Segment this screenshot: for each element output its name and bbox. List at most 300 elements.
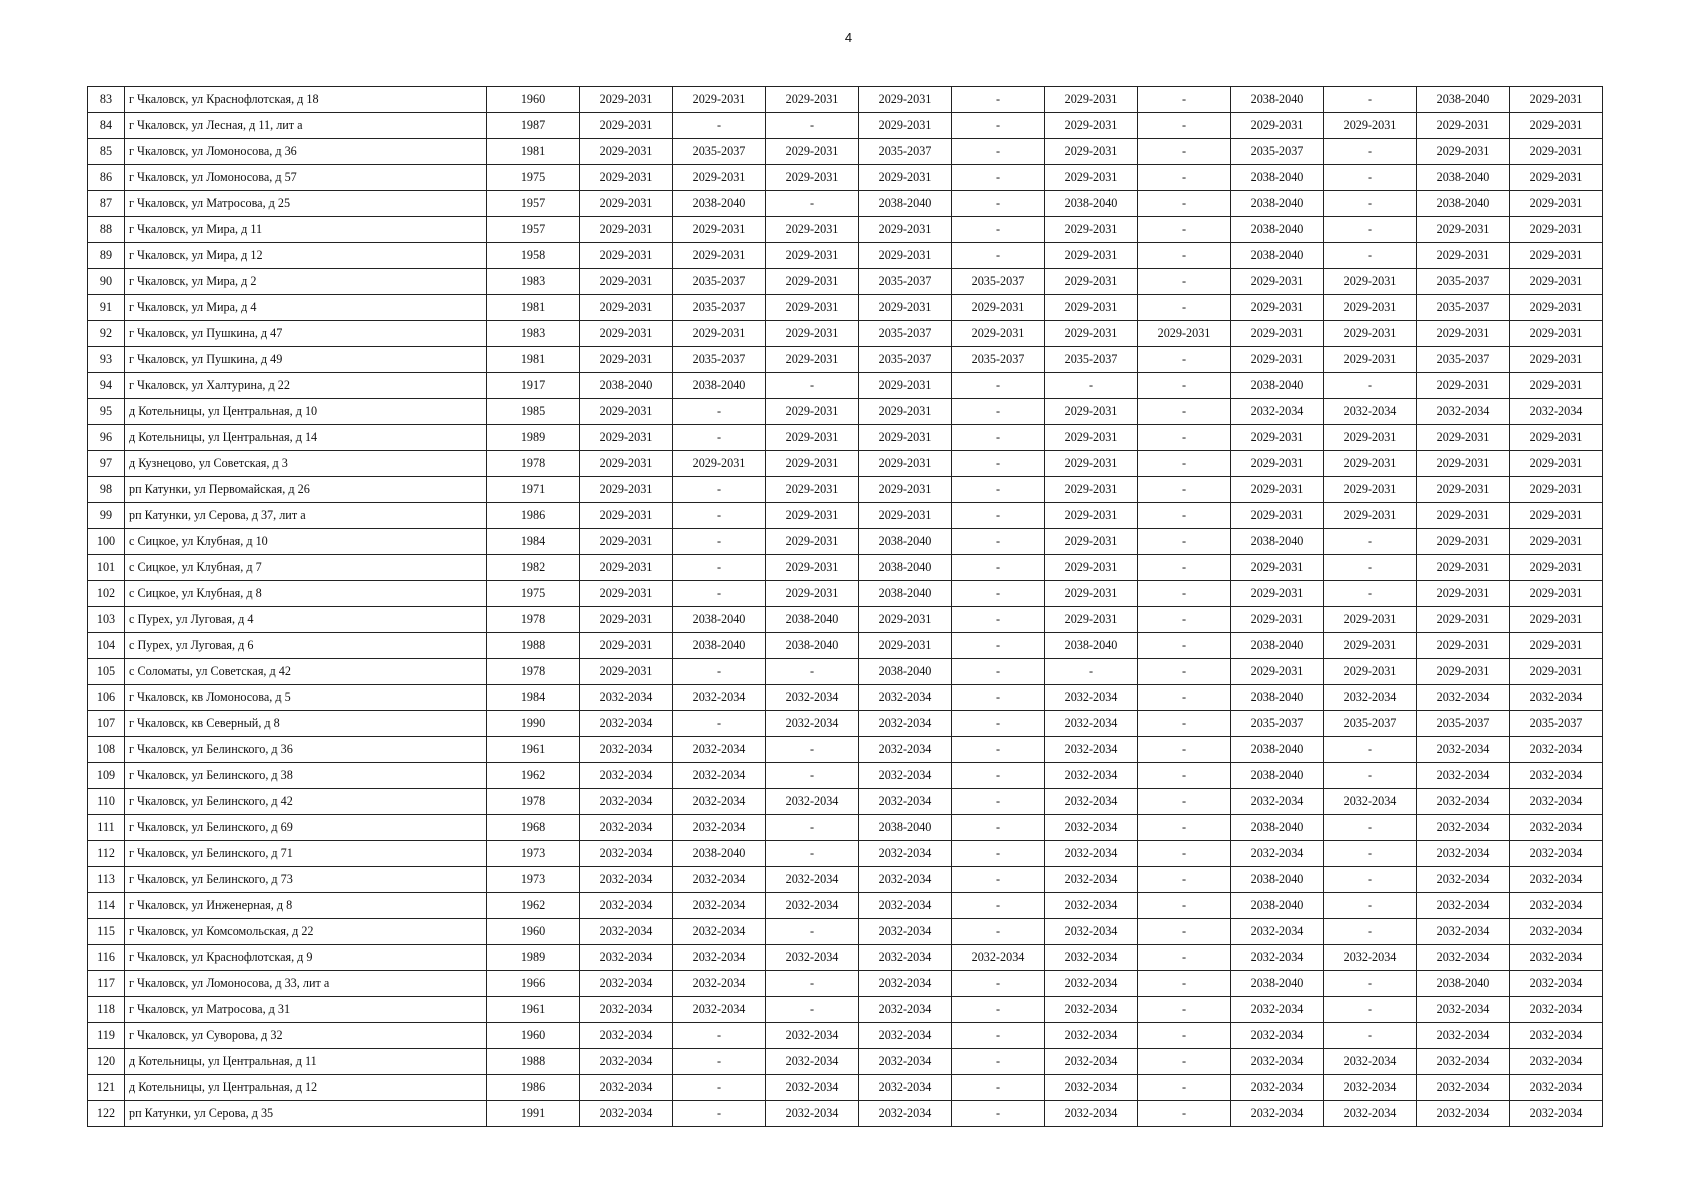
period-6-cell: 2035-2037 — [1045, 347, 1138, 373]
period-8-cell: 2038-2040 — [1231, 217, 1324, 243]
year-built-cell: 1985 — [487, 399, 580, 425]
period-11-cell: 2032-2034 — [1510, 893, 1603, 919]
period-3-cell: 2029-2031 — [766, 555, 859, 581]
table-row — [88, 945, 1603, 971]
period-3-cell: 2029-2031 — [766, 87, 859, 113]
year-built-cell: 1991 — [487, 1101, 580, 1127]
period-9-cell: 2029-2031 — [1324, 659, 1417, 685]
period-3-cell: 2032-2034 — [766, 685, 859, 711]
period-1-cell: 2029-2031 — [580, 529, 673, 555]
period-5-cell: - — [952, 139, 1045, 165]
period-9-cell: - — [1324, 555, 1417, 581]
period-3-cell: - — [766, 997, 859, 1023]
period-5-cell: - — [952, 555, 1045, 581]
period-2-cell: 2038-2040 — [673, 841, 766, 867]
row-number-cell: 121 — [88, 1075, 125, 1101]
period-6-cell: 2032-2034 — [1045, 815, 1138, 841]
period-11-cell: 2029-2031 — [1510, 373, 1603, 399]
period-1-cell: 2029-2031 — [580, 321, 673, 347]
table-body — [88, 87, 1603, 1127]
period-11-cell: 2029-2031 — [1510, 477, 1603, 503]
period-2-cell: - — [673, 399, 766, 425]
period-3-cell: 2038-2040 — [766, 607, 859, 633]
period-4-cell: 2029-2031 — [859, 243, 952, 269]
period-9-cell: - — [1324, 165, 1417, 191]
period-11-cell: 2032-2034 — [1510, 841, 1603, 867]
period-2-cell: 2032-2034 — [673, 971, 766, 997]
year-built-cell: 1978 — [487, 451, 580, 477]
period-4-cell: 2029-2031 — [859, 217, 952, 243]
period-10-cell: 2038-2040 — [1417, 87, 1510, 113]
period-7-cell: - — [1138, 555, 1231, 581]
period-10-cell: 2029-2031 — [1417, 321, 1510, 347]
year-built-cell: 1988 — [487, 1049, 580, 1075]
period-2-cell: 2029-2031 — [673, 165, 766, 191]
row-number-cell: 112 — [88, 841, 125, 867]
period-5-cell: - — [952, 997, 1045, 1023]
period-2-cell: - — [673, 425, 766, 451]
period-1-cell: 2029-2031 — [580, 347, 673, 373]
table-row — [88, 191, 1603, 217]
period-4-cell: 2029-2031 — [859, 113, 952, 139]
period-9-cell: 2029-2031 — [1324, 269, 1417, 295]
page-number: 4 — [844, 30, 853, 45]
period-2-cell: 2029-2031 — [673, 217, 766, 243]
year-built-cell: 1978 — [487, 607, 580, 633]
address-cell: г Чкаловск, ул Комсомольская, д 22 — [125, 919, 487, 945]
period-8-cell: 2038-2040 — [1231, 815, 1324, 841]
period-2-cell: - — [673, 555, 766, 581]
period-11-cell: 2029-2031 — [1510, 217, 1603, 243]
period-4-cell: 2032-2034 — [859, 867, 952, 893]
period-1-cell: 2029-2031 — [580, 139, 673, 165]
address-cell: г Чкаловск, ул Ломоносова, д 33, лит а — [125, 971, 487, 997]
period-6-cell: 2029-2031 — [1045, 243, 1138, 269]
address-cell: г Чкаловск, ул Лесная, д 11, лит а — [125, 113, 487, 139]
period-4-cell: 2029-2031 — [859, 633, 952, 659]
period-7-cell: - — [1138, 867, 1231, 893]
period-3-cell: 2029-2031 — [766, 451, 859, 477]
table-row — [88, 607, 1603, 633]
period-8-cell: 2032-2034 — [1231, 1023, 1324, 1049]
period-8-cell: 2029-2031 — [1231, 555, 1324, 581]
table-row — [88, 841, 1603, 867]
period-9-cell: - — [1324, 581, 1417, 607]
period-10-cell: 2032-2034 — [1417, 867, 1510, 893]
address-cell: г Чкаловск, ул Пушкина, д 47 — [125, 321, 487, 347]
period-5-cell: - — [952, 451, 1045, 477]
period-8-cell: 2029-2031 — [1231, 321, 1324, 347]
period-9-cell: 2035-2037 — [1324, 711, 1417, 737]
address-cell: г Чкаловск, ул Белинского, д 73 — [125, 867, 487, 893]
period-10-cell: 2032-2034 — [1417, 919, 1510, 945]
period-7-cell: - — [1138, 243, 1231, 269]
period-2-cell: 2029-2031 — [673, 243, 766, 269]
table-row — [88, 997, 1603, 1023]
period-8-cell: 2035-2037 — [1231, 711, 1324, 737]
row-number-cell: 86 — [88, 165, 125, 191]
period-3-cell: - — [766, 191, 859, 217]
period-8-cell: 2032-2034 — [1231, 789, 1324, 815]
table-row — [88, 529, 1603, 555]
address-cell: г Чкаловск, ул Халтурина, д 22 — [125, 373, 487, 399]
address-cell: г Чкаловск, ул Краснофлотская, д 18 — [125, 87, 487, 113]
period-7-cell: - — [1138, 893, 1231, 919]
period-2-cell: 2029-2031 — [673, 87, 766, 113]
period-7-cell: - — [1138, 1023, 1231, 1049]
year-built-cell: 1961 — [487, 997, 580, 1023]
year-built-cell: 1983 — [487, 321, 580, 347]
period-2-cell: 2038-2040 — [673, 191, 766, 217]
period-11-cell: 2032-2034 — [1510, 685, 1603, 711]
row-number-cell: 120 — [88, 1049, 125, 1075]
period-3-cell: 2032-2034 — [766, 893, 859, 919]
year-built-cell: 1975 — [487, 581, 580, 607]
period-2-cell: 2032-2034 — [673, 763, 766, 789]
period-5-cell: - — [952, 425, 1045, 451]
period-2-cell: 2032-2034 — [673, 737, 766, 763]
period-4-cell: 2032-2034 — [859, 919, 952, 945]
period-10-cell: 2029-2031 — [1417, 607, 1510, 633]
year-built-cell: 1973 — [487, 867, 580, 893]
period-10-cell: 2032-2034 — [1417, 399, 1510, 425]
address-cell: г Чкаловск, ул Белинского, д 42 — [125, 789, 487, 815]
table-row — [88, 867, 1603, 893]
period-6-cell: 2032-2034 — [1045, 763, 1138, 789]
period-9-cell: 2029-2031 — [1324, 607, 1417, 633]
period-2-cell: 2029-2031 — [673, 321, 766, 347]
period-10-cell: 2029-2031 — [1417, 477, 1510, 503]
row-number-cell: 83 — [88, 87, 125, 113]
period-11-cell: 2029-2031 — [1510, 607, 1603, 633]
period-11-cell: 2029-2031 — [1510, 425, 1603, 451]
period-4-cell: 2032-2034 — [859, 789, 952, 815]
period-2-cell: - — [673, 659, 766, 685]
period-4-cell: 2032-2034 — [859, 685, 952, 711]
period-11-cell: 2029-2031 — [1510, 659, 1603, 685]
address-cell: с Соломаты, ул Советская, д 42 — [125, 659, 487, 685]
period-10-cell: 2029-2031 — [1417, 243, 1510, 269]
period-5-cell: - — [952, 243, 1045, 269]
period-5-cell: - — [952, 581, 1045, 607]
row-number-cell: 104 — [88, 633, 125, 659]
table-row — [88, 711, 1603, 737]
period-6-cell: 2029-2031 — [1045, 529, 1138, 555]
period-2-cell: 2029-2031 — [673, 451, 766, 477]
period-5-cell: 2035-2037 — [952, 269, 1045, 295]
period-11-cell: 2032-2034 — [1510, 789, 1603, 815]
period-4-cell: 2029-2031 — [859, 451, 952, 477]
period-8-cell: 2029-2031 — [1231, 477, 1324, 503]
period-9-cell: 2032-2034 — [1324, 1075, 1417, 1101]
table-row — [88, 87, 1603, 113]
period-8-cell: 2038-2040 — [1231, 893, 1324, 919]
period-6-cell: 2032-2034 — [1045, 711, 1138, 737]
table-row — [88, 451, 1603, 477]
period-11-cell: 2032-2034 — [1510, 763, 1603, 789]
period-1-cell: 2029-2031 — [580, 87, 673, 113]
period-10-cell: 2032-2034 — [1417, 841, 1510, 867]
period-10-cell: 2032-2034 — [1417, 1049, 1510, 1075]
address-cell: с Сицкое, ул Клубная, д 10 — [125, 529, 487, 555]
address-cell: д Котельницы, ул Центральная, д 12 — [125, 1075, 487, 1101]
period-7-cell: - — [1138, 1075, 1231, 1101]
period-7-cell: - — [1138, 165, 1231, 191]
year-built-cell: 1960 — [487, 1023, 580, 1049]
period-4-cell: 2035-2037 — [859, 269, 952, 295]
period-5-cell: 2029-2031 — [952, 321, 1045, 347]
period-4-cell: 2035-2037 — [859, 139, 952, 165]
period-6-cell: 2038-2040 — [1045, 191, 1138, 217]
period-7-cell: - — [1138, 737, 1231, 763]
period-8-cell: 2029-2031 — [1231, 451, 1324, 477]
period-8-cell: 2038-2040 — [1231, 529, 1324, 555]
period-9-cell: - — [1324, 763, 1417, 789]
period-6-cell: 2032-2034 — [1045, 1101, 1138, 1127]
table-row — [88, 633, 1603, 659]
period-6-cell: 2038-2040 — [1045, 633, 1138, 659]
table-row — [88, 113, 1603, 139]
period-1-cell: 2029-2031 — [580, 165, 673, 191]
period-10-cell: 2029-2031 — [1417, 529, 1510, 555]
period-3-cell: - — [766, 737, 859, 763]
table-row — [88, 1101, 1603, 1127]
period-8-cell: 2032-2034 — [1231, 997, 1324, 1023]
period-9-cell: - — [1324, 243, 1417, 269]
period-8-cell: 2029-2031 — [1231, 581, 1324, 607]
period-2-cell: 2032-2034 — [673, 893, 766, 919]
period-5-cell: - — [952, 165, 1045, 191]
period-3-cell: - — [766, 659, 859, 685]
period-8-cell: 2038-2040 — [1231, 373, 1324, 399]
period-6-cell: 2032-2034 — [1045, 997, 1138, 1023]
period-1-cell: 2032-2034 — [580, 1075, 673, 1101]
period-8-cell: 2038-2040 — [1231, 971, 1324, 997]
period-8-cell: 2029-2031 — [1231, 607, 1324, 633]
period-5-cell: - — [952, 1023, 1045, 1049]
period-7-cell: - — [1138, 945, 1231, 971]
period-1-cell: 2029-2031 — [580, 503, 673, 529]
year-built-cell: 1960 — [487, 87, 580, 113]
period-2-cell: - — [673, 529, 766, 555]
table-row — [88, 971, 1603, 997]
period-6-cell: 2029-2031 — [1045, 555, 1138, 581]
period-3-cell: 2029-2031 — [766, 399, 859, 425]
period-10-cell: 2029-2031 — [1417, 503, 1510, 529]
period-10-cell: 2038-2040 — [1417, 191, 1510, 217]
row-number-cell: 97 — [88, 451, 125, 477]
period-4-cell: 2029-2031 — [859, 373, 952, 399]
period-8-cell: 2032-2034 — [1231, 919, 1324, 945]
period-2-cell: 2032-2034 — [673, 789, 766, 815]
period-8-cell: 2029-2031 — [1231, 269, 1324, 295]
period-3-cell: 2032-2034 — [766, 1049, 859, 1075]
period-2-cell: - — [673, 1049, 766, 1075]
period-10-cell: 2032-2034 — [1417, 1101, 1510, 1127]
period-3-cell: - — [766, 971, 859, 997]
year-built-cell: 1981 — [487, 295, 580, 321]
period-9-cell: - — [1324, 217, 1417, 243]
period-6-cell: 2029-2031 — [1045, 477, 1138, 503]
period-7-cell: - — [1138, 1101, 1231, 1127]
period-7-cell: - — [1138, 607, 1231, 633]
period-1-cell: 2029-2031 — [580, 217, 673, 243]
period-8-cell: 2038-2040 — [1231, 87, 1324, 113]
period-1-cell: 2032-2034 — [580, 867, 673, 893]
period-8-cell: 2038-2040 — [1231, 737, 1324, 763]
period-1-cell: 2029-2031 — [580, 451, 673, 477]
period-4-cell: 2038-2040 — [859, 815, 952, 841]
period-7-cell: - — [1138, 789, 1231, 815]
period-2-cell: - — [673, 1075, 766, 1101]
row-number-cell: 100 — [88, 529, 125, 555]
period-9-cell: - — [1324, 893, 1417, 919]
period-3-cell: 2029-2031 — [766, 217, 859, 243]
period-7-cell: - — [1138, 425, 1231, 451]
table-row — [88, 503, 1603, 529]
period-4-cell: 2032-2034 — [859, 711, 952, 737]
period-1-cell: 2032-2034 — [580, 1023, 673, 1049]
period-4-cell: 2038-2040 — [859, 191, 952, 217]
address-cell: д Котельницы, ул Центральная, д 14 — [125, 425, 487, 451]
period-4-cell: 2038-2040 — [859, 659, 952, 685]
period-3-cell: 2029-2031 — [766, 243, 859, 269]
address-cell: г Чкаловск, ул Белинского, д 69 — [125, 815, 487, 841]
period-2-cell: 2032-2034 — [673, 945, 766, 971]
period-6-cell: 2032-2034 — [1045, 1023, 1138, 1049]
period-8-cell: 2032-2034 — [1231, 1101, 1324, 1127]
year-built-cell: 1981 — [487, 139, 580, 165]
year-built-cell: 1978 — [487, 789, 580, 815]
period-3-cell: 2032-2034 — [766, 867, 859, 893]
row-number-cell: 101 — [88, 555, 125, 581]
period-10-cell: 2032-2034 — [1417, 789, 1510, 815]
period-11-cell: 2029-2031 — [1510, 529, 1603, 555]
period-4-cell: 2029-2031 — [859, 477, 952, 503]
table-row — [88, 659, 1603, 685]
address-cell: рп Катунки, ул Первомайская, д 26 — [125, 477, 487, 503]
period-9-cell: - — [1324, 997, 1417, 1023]
period-7-cell: - — [1138, 633, 1231, 659]
period-5-cell: - — [952, 841, 1045, 867]
period-9-cell: - — [1324, 1023, 1417, 1049]
table-row — [88, 373, 1603, 399]
period-4-cell: 2032-2034 — [859, 1023, 952, 1049]
period-2-cell: - — [673, 1023, 766, 1049]
year-built-cell: 1962 — [487, 893, 580, 919]
period-6-cell: 2029-2031 — [1045, 269, 1138, 295]
period-1-cell: 2038-2040 — [580, 373, 673, 399]
period-8-cell: 2032-2034 — [1231, 1075, 1324, 1101]
period-4-cell: 2032-2034 — [859, 945, 952, 971]
period-10-cell: 2035-2037 — [1417, 295, 1510, 321]
period-7-cell: - — [1138, 191, 1231, 217]
period-10-cell: 2029-2031 — [1417, 581, 1510, 607]
row-number-cell: 89 — [88, 243, 125, 269]
period-1-cell: 2029-2031 — [580, 399, 673, 425]
period-6-cell: 2029-2031 — [1045, 321, 1138, 347]
year-built-cell: 1961 — [487, 737, 580, 763]
table-row — [88, 685, 1603, 711]
period-8-cell: 2038-2040 — [1231, 867, 1324, 893]
period-10-cell: 2029-2031 — [1417, 139, 1510, 165]
period-7-cell: - — [1138, 971, 1231, 997]
table-row — [88, 217, 1603, 243]
period-7-cell: - — [1138, 399, 1231, 425]
period-2-cell: 2032-2034 — [673, 867, 766, 893]
row-number-cell: 109 — [88, 763, 125, 789]
period-1-cell: 2029-2031 — [580, 477, 673, 503]
address-cell: рп Катунки, ул Серова, д 35 — [125, 1101, 487, 1127]
period-9-cell: - — [1324, 737, 1417, 763]
table-row — [88, 1075, 1603, 1101]
period-7-cell: - — [1138, 451, 1231, 477]
period-9-cell: - — [1324, 191, 1417, 217]
period-5-cell: - — [952, 737, 1045, 763]
period-5-cell: - — [952, 1101, 1045, 1127]
year-built-cell: 1958 — [487, 243, 580, 269]
period-2-cell: 2035-2037 — [673, 295, 766, 321]
period-11-cell: 2032-2034 — [1510, 1023, 1603, 1049]
table-row — [88, 737, 1603, 763]
row-number-cell: 92 — [88, 321, 125, 347]
period-9-cell: 2029-2031 — [1324, 633, 1417, 659]
period-3-cell: 2029-2031 — [766, 295, 859, 321]
year-built-cell: 1989 — [487, 425, 580, 451]
period-6-cell: 2029-2031 — [1045, 217, 1138, 243]
period-11-cell: 2029-2031 — [1510, 295, 1603, 321]
row-number-cell: 114 — [88, 893, 125, 919]
period-5-cell: - — [952, 477, 1045, 503]
period-8-cell: 2035-2037 — [1231, 139, 1324, 165]
period-7-cell: - — [1138, 815, 1231, 841]
row-number-cell: 106 — [88, 685, 125, 711]
period-5-cell: 2029-2031 — [952, 295, 1045, 321]
period-1-cell: 2032-2034 — [580, 971, 673, 997]
year-built-cell: 1986 — [487, 1075, 580, 1101]
period-4-cell: 2032-2034 — [859, 841, 952, 867]
period-11-cell: 2032-2034 — [1510, 399, 1603, 425]
period-6-cell: 2032-2034 — [1045, 971, 1138, 997]
period-11-cell: 2029-2031 — [1510, 347, 1603, 373]
period-2-cell: 2038-2040 — [673, 607, 766, 633]
period-6-cell: 2029-2031 — [1045, 139, 1138, 165]
period-7-cell: - — [1138, 139, 1231, 165]
period-11-cell: 2032-2034 — [1510, 1049, 1603, 1075]
table-row — [88, 1023, 1603, 1049]
address-cell: д Кузнецово, ул Советская, д 3 — [125, 451, 487, 477]
period-9-cell: - — [1324, 971, 1417, 997]
year-built-cell: 1957 — [487, 191, 580, 217]
period-3-cell: 2029-2031 — [766, 425, 859, 451]
period-4-cell: 2032-2034 — [859, 971, 952, 997]
year-built-cell: 1986 — [487, 503, 580, 529]
period-4-cell: 2032-2034 — [859, 997, 952, 1023]
row-number-cell: 95 — [88, 399, 125, 425]
period-4-cell: 2029-2031 — [859, 425, 952, 451]
period-8-cell: 2032-2034 — [1231, 841, 1324, 867]
period-4-cell: 2032-2034 — [859, 1075, 952, 1101]
period-8-cell: 2029-2031 — [1231, 295, 1324, 321]
period-7-cell: - — [1138, 477, 1231, 503]
period-6-cell: 2029-2031 — [1045, 87, 1138, 113]
period-1-cell: 2032-2034 — [580, 841, 673, 867]
period-11-cell: 2029-2031 — [1510, 321, 1603, 347]
period-3-cell: - — [766, 763, 859, 789]
table-row — [88, 347, 1603, 373]
address-cell: г Чкаловск, ул Матросова, д 31 — [125, 997, 487, 1023]
period-10-cell: 2032-2034 — [1417, 815, 1510, 841]
